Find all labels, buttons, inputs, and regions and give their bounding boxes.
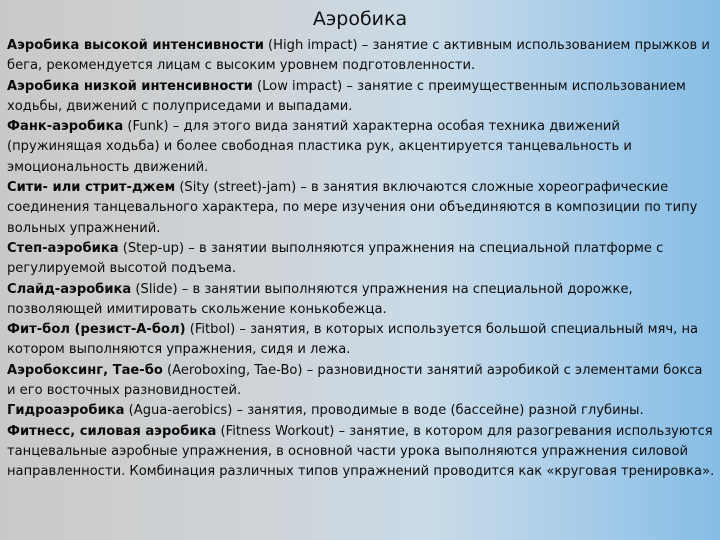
entry-term: Сити- или стрит-джем xyxy=(7,180,176,196)
list-item xyxy=(7,320,715,361)
entry-term: Слайд-аэробика xyxy=(7,281,132,297)
entry-description: (Slide) – в занятии выполняются упражнения на специальной дорожке, позволяющей имитировать скольжение конькобежца. xyxy=(7,281,633,317)
entry-description: (Agua-aerobics) – занятия, проводимые в воде (бассейне) разной глубины. xyxy=(124,403,644,419)
entry-description: (Aeroboxing, Tae-Bo) – разновидности занятий аэробикой с элементами бокса и его восточных разновидностей. xyxy=(7,362,703,399)
entry-description: (Low impact) – занятие с преимущественным использованием ходьбы, движений с полуприседами и выпадами. xyxy=(7,78,686,114)
entry-term: Аэробика низкой интенсивности xyxy=(7,78,253,94)
list-item xyxy=(7,239,715,280)
entry-term: Фитнесс, силовая аэробика xyxy=(7,423,217,439)
entry-term: Аэробика высокой интенсивности xyxy=(7,38,264,53)
list-item xyxy=(7,422,715,483)
entry-term: Гидроаэробика xyxy=(7,403,125,419)
list-item xyxy=(7,117,715,178)
entry-term: Фанк-аэробика xyxy=(7,119,124,135)
entry-description: (Fitness Workout) – занятие, в котором для разогревания используются танцевальные аэробные упражнения, в основной части урока выполняются упражнения силовой направленности. Комбинация различных типов упражнений проводится как «круговая тренировка». xyxy=(7,423,715,480)
list-item xyxy=(7,178,715,239)
list-item xyxy=(7,401,715,421)
entry-description: (Funk) – для этого вида занятий характерна особая техника движений (пружинящая ходьба) и более свободная пластика рук, акцентируется танцевальность и эмоциональность движений. xyxy=(7,119,632,175)
slide-title: Аэробика xyxy=(312,8,408,30)
list-item xyxy=(7,280,715,321)
entry-term: Аэробоксинг, Тае-бо xyxy=(7,362,163,378)
entry-term: Фит-бол (резист-А-бол) xyxy=(7,322,186,338)
entry-description: (Step-up) – в занятии выполняются упражнения на специальной платформе с регулируемой высотой подъема. xyxy=(7,240,664,277)
entry-term: Степ-аэробика xyxy=(7,240,119,256)
list-item xyxy=(7,36,715,77)
slide-body xyxy=(7,36,715,483)
entry-description: (High impact) – занятие с активным использованием прыжков и бега, рекомендуется лицам с высоким уровнем подготовленности. xyxy=(7,38,710,74)
list-item xyxy=(7,77,715,118)
entry-description: (Sity (street)-jam) – в занятия включаются сложные хореографические соединения танцевального характера, по мере изучения они объединяются в композиции по типу вольных упражнений. xyxy=(7,180,698,236)
entry-description: (Fitbol) – занятия, в которых используется большой специальный мяч, на котором выполняются упражнения, сидя и лежа. xyxy=(7,322,699,358)
list-item xyxy=(7,361,715,402)
